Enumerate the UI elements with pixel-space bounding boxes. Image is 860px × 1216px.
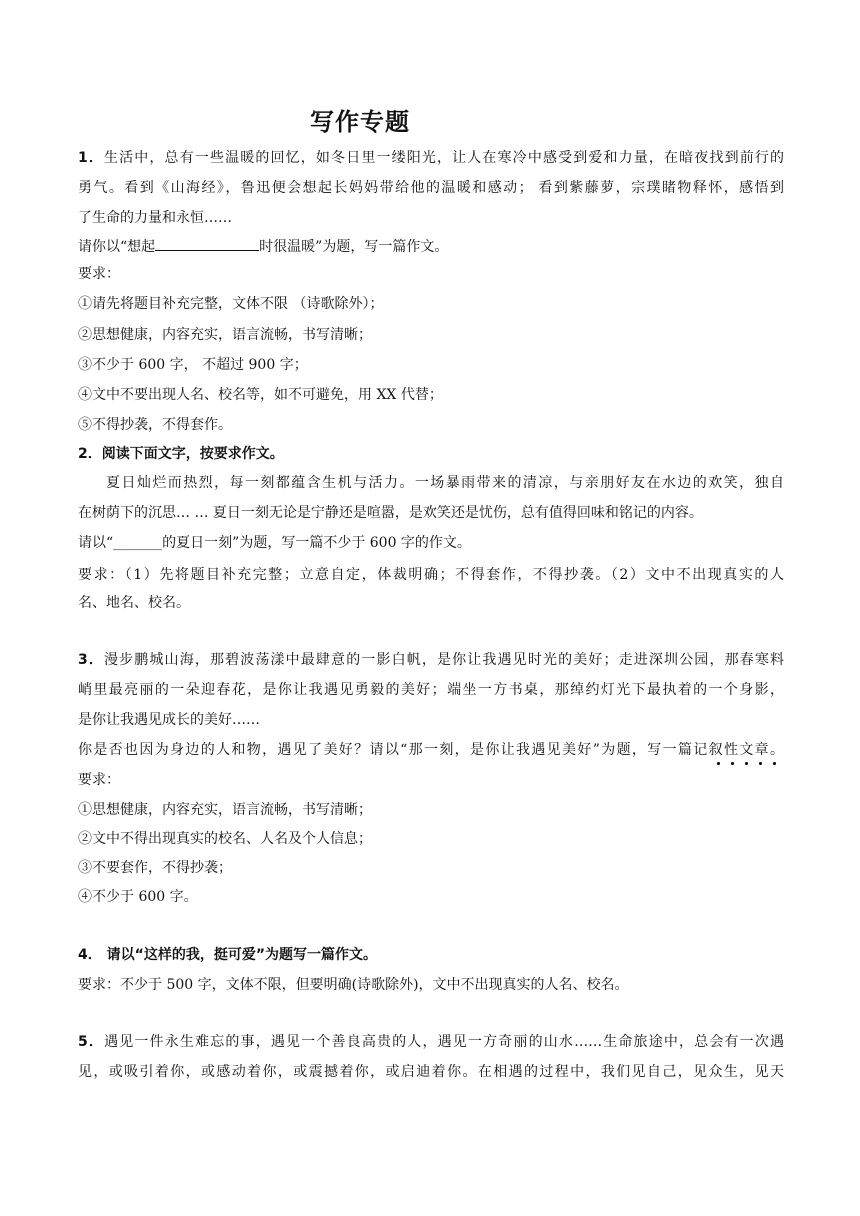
q2-line-1: 夏日灿烂而热烈，每一刻都蕴含生机与活力。一场暴雨带来的清凉，与亲朋好友在水边的欢笑，独自 (106, 475, 784, 491)
emphasis-dot (759, 762, 762, 765)
q3-line-2: 峭里最亮丽的一朵迎春花，是你让我遇见勇毅的美好；端坐一方书桌，那绰约灯光下最执着的一个身影， (78, 682, 784, 698)
emphasis-dot (745, 762, 748, 765)
q1-requirement-4: ④文中不要出现人名、校名等，如不可避免，用 XX 代替； (78, 387, 443, 403)
q2-heading: 2．阅读下面文字，按要求作文。 (78, 446, 284, 462)
q1-prompt-b: 时很温暖”为题，写一篇作文。 (259, 239, 449, 255)
q1-prompt-a: 请你以“想起 (78, 239, 156, 255)
q2-requirement-2: 名、地名、校名。 (78, 595, 190, 611)
emphasis-dot (717, 762, 720, 765)
q1-requirement-3: ③不少于 600 字， 不超过 900 字； (78, 357, 308, 373)
q1-line-2: 勇气。看到《山海经》，鲁迅便会想起长妈妈带给他的温暖和感动； 看到紫藤萝，宗璞睹物释怀，感悟到 (78, 180, 784, 196)
q5-text-1: 遇见一件永生难忘的事，遇见一个善良高贵的人，遇见一方奇丽的山水……生命旅途中，总会有一次遇 (104, 1034, 785, 1050)
q1-requirement-5: ⑤不得抄袭，不得套作。 (78, 417, 232, 433)
q1-text-1: 生活中，总有一些温暖的回忆，如冬日里一缕阳光，让人在寒冷中感受到爱和力量，在暗夜找到前行的 (104, 150, 784, 166)
q3-text-1: 漫步鹏城山海，那碧波荡漾中最肆意的一影白帆，是你让我遇见时光的美好；走进深圳公园，那春寒料 (104, 652, 784, 668)
q3-requirements-label: 要求： (78, 772, 120, 788)
q5-line-2: 见，或吸引着你，或感动着你，或震撼着你，或启迪着你。在相遇的过程中，我们见自己，见众生，见天 (78, 1064, 784, 1080)
emphasis-dot (731, 762, 734, 765)
q3-line-3: 是你让我遇见成长的美好…… (78, 712, 260, 728)
q1-line-3: 了生命的力量和永恒…… (78, 210, 232, 226)
q1-requirements-label: 要求： (78, 266, 120, 282)
q1-requirement-2: ②思想健康，内容充实，语言流畅，书写清晰； (78, 327, 372, 343)
page-title: 写作专题 (310, 108, 410, 136)
q3-prompt (78, 740, 784, 760)
q1-prompt (78, 236, 784, 257)
q3-requirement-4: ④不少于 600 字。 (78, 889, 198, 905)
q4-requirements: 要求：不少于 500 字，文体不限，但要明确(诗歌除外)，文中不出现真实的人名、校名。 (78, 977, 629, 993)
q4-heading: 4． 请以“这样的我，挺可爱”为题写一篇作文。 (78, 947, 378, 963)
q5-line-1 (78, 1032, 784, 1052)
q3-requirement-2: ②文中不得出现真实的校名、人名及个人信息； (78, 831, 372, 847)
q1-line-1 (78, 148, 784, 168)
q1-title-blank (155, 236, 259, 251)
q3-requirement-1: ①思想健康，内容充实，语言流畅，书写清晰； (78, 802, 372, 818)
q2-requirement-1: 要求：（1）先将题目补充完整；立意自定，体裁明确；不得套作，不得抄袭。（2）文中不出现真实的人 (78, 567, 784, 583)
q5-number: 5． (78, 1034, 105, 1050)
q2-prompt: 请以“_______的夏日一刻”为题，写一篇不少于 600 字的作文。 (78, 535, 471, 551)
q1-number: 1． (78, 150, 105, 166)
q3-number: 3． (78, 652, 105, 668)
q3-prompt-text: 你是否也因为身边的人和物，遇见了美好？请以“那一刻，是你让我遇见美好”为题，写一篇记叙性文章。 (78, 742, 784, 758)
emphasis-dot (773, 762, 776, 765)
q1-requirement-1: ①请先将题目补充完整，文体不限 （诗歌除外）； (78, 296, 384, 312)
q3-line-1 (78, 650, 784, 670)
q3-requirement-3: ③不要套作，不得抄袭； (78, 860, 232, 876)
q2-line-2: 在树荫下的沉思… … 夏日一刻无论是宁静还是喧嚣，是欢笑还是忧伤，总有值得回味和铭记的内容。 (78, 505, 703, 521)
